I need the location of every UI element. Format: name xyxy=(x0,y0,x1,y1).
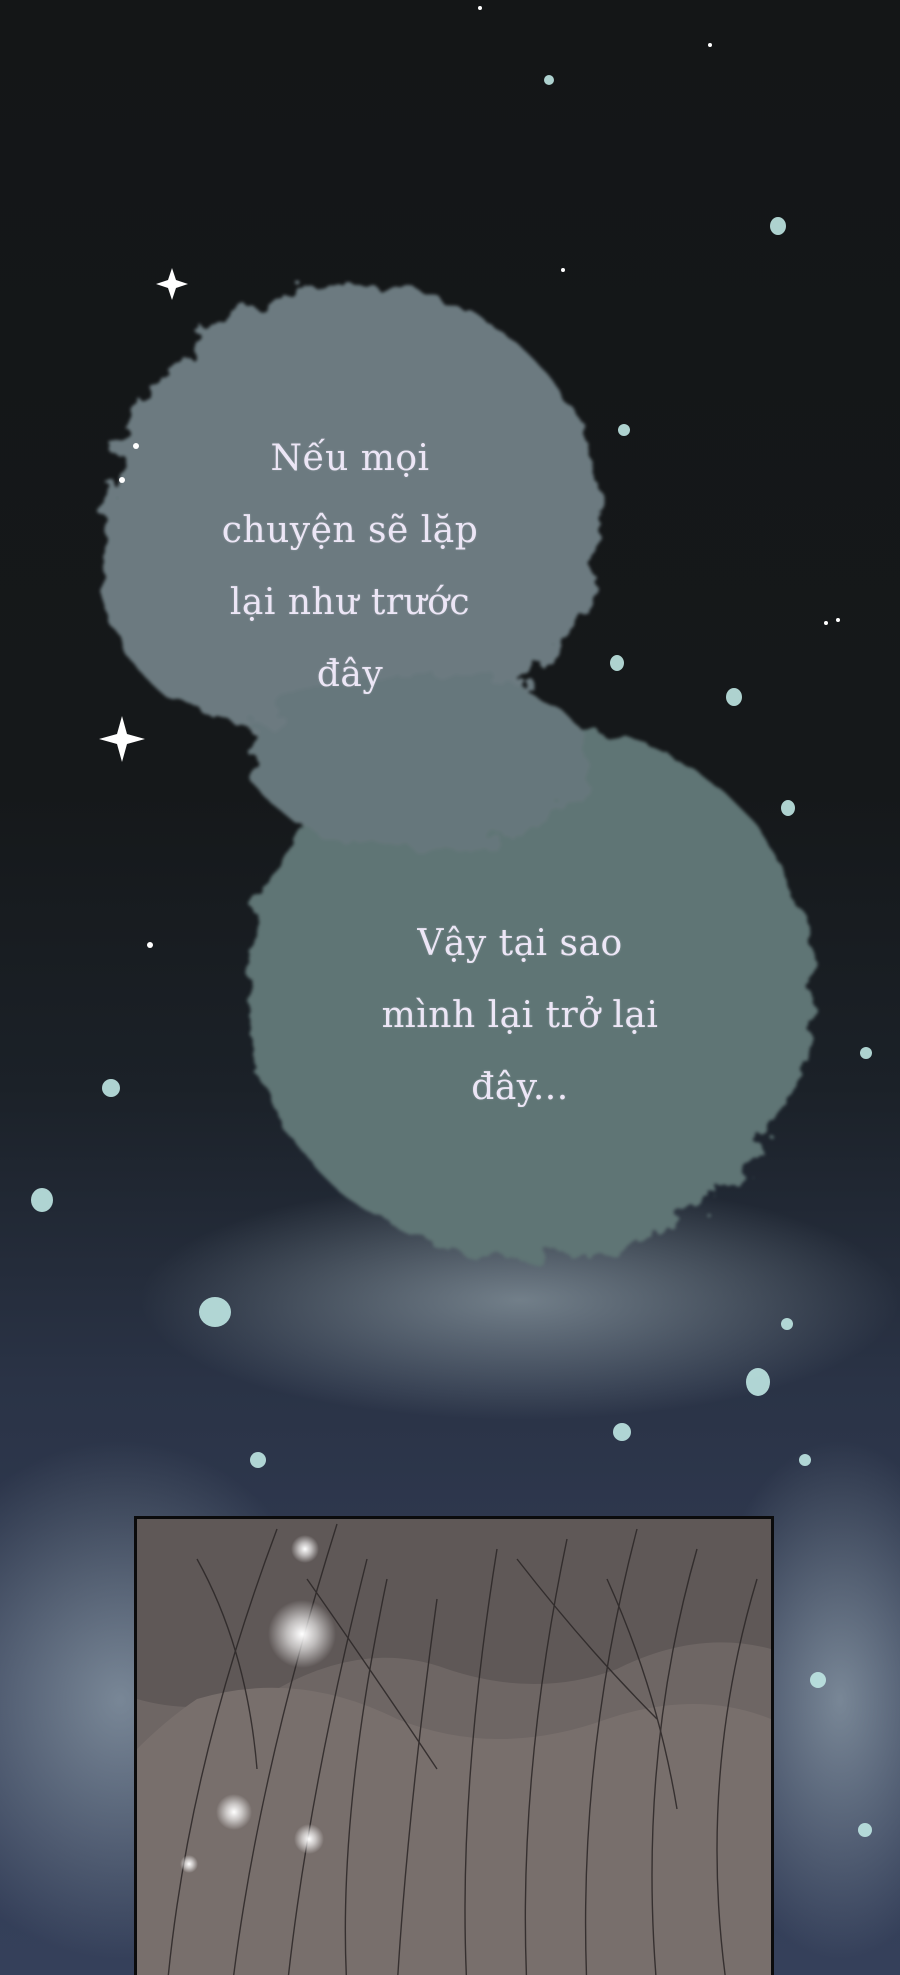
thought-bubble-text: Vậy tại sao mình lại trở lại đây... xyxy=(381,923,659,1108)
hair-illustration xyxy=(137,1519,771,1975)
thought-bubble-text: Nếu mọi chuyện sẽ lặp lại như trước đây xyxy=(221,438,479,695)
hair-close-up-panel xyxy=(134,1516,774,1975)
